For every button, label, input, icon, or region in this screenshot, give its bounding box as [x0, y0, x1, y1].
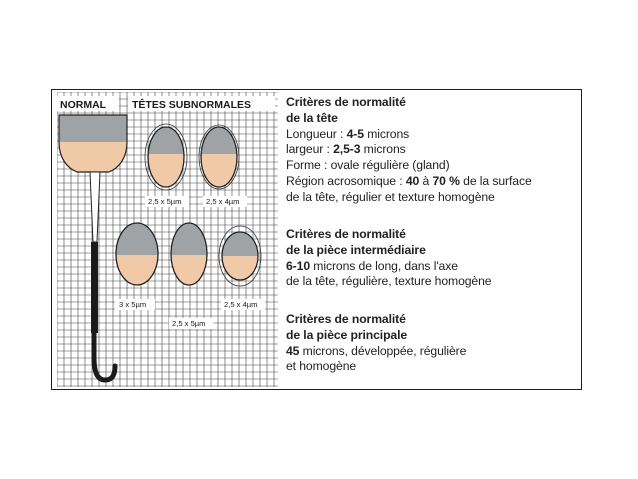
criteria-text: microns de long, dans l'axe	[310, 258, 458, 273]
criteria-line	[286, 259, 491, 275]
criteria-head-block	[286, 95, 532, 206]
criteria-midpiece-block	[286, 227, 491, 290]
criteria-text: de la tête, régulier et texture homogène	[286, 189, 495, 204]
criteria-title-line: de la tête	[286, 110, 338, 125]
criteria-text: à	[419, 173, 433, 188]
subnormal-head-4	[167, 220, 211, 289]
normal-tail	[94, 333, 115, 380]
criteria-line	[286, 174, 532, 190]
criteria-line	[286, 142, 532, 158]
criteria-text: de la surface	[459, 173, 532, 188]
size-label-1: 2,5 x 5µm	[148, 197, 182, 206]
normal-neck	[90, 172, 100, 242]
subnormal-head-1	[145, 122, 187, 190]
normal-acrosome	[57, 112, 131, 142]
criteria-text: et homogène	[286, 359, 357, 374]
criteria-value: 4-5	[346, 126, 364, 141]
criteria-text: largeur :	[286, 142, 334, 157]
criteria-value: 6-10	[286, 258, 310, 273]
criteria-line	[286, 190, 532, 206]
criteria-value: 2,5-3	[333, 142, 361, 157]
criteria-title-line: de la pièce principale	[286, 327, 408, 342]
subnormal-head-2	[197, 122, 241, 190]
criteria-text: microns	[360, 142, 406, 157]
criteria-line	[286, 127, 532, 143]
criteria-text: Longueur :	[286, 126, 347, 141]
criteria-principal-block	[286, 312, 466, 375]
sperm-morphology-figure	[51, 89, 582, 390]
morphology-grid-panel	[57, 92, 278, 387]
size-label-5: 2,5 x 5µm	[172, 319, 206, 328]
criteria-text: microns, développée, régulière	[299, 343, 467, 358]
criteria-line	[286, 274, 491, 290]
criteria-text: Région acrosomique :	[286, 173, 406, 188]
criteria-title-line: Critères de normalité	[286, 95, 406, 109]
criteria-line	[286, 359, 466, 375]
size-label-4: 2,5 x 4µm	[224, 300, 258, 309]
criteria-line	[286, 158, 532, 174]
criteria-text: Forme : ovale régulière (gland)	[286, 158, 450, 173]
subnormal-header: TÊTES SUBNORMALES	[132, 99, 252, 111]
size-label-3: 3 x 5µm	[119, 300, 147, 309]
normal-midpiece	[91, 242, 98, 333]
criteria-text: de la tête, régulière, texture homogène	[286, 274, 492, 289]
criteria-value: 40	[405, 173, 420, 188]
criteria-value: 70 %	[432, 173, 460, 188]
normal-header: NORMAL	[60, 99, 107, 111]
size-label-2: 2,5 x 4µm	[206, 197, 240, 206]
criteria-text: microns	[363, 126, 410, 141]
criteria-line	[286, 344, 466, 360]
criteria-title-line: Critères de normalité	[286, 227, 406, 241]
subnormal-head-5	[219, 226, 263, 286]
criteria-value: 45	[286, 343, 300, 358]
criteria-title-line: Critères de normalité	[286, 312, 406, 326]
criteria-title-line: de la pièce intermédiaire	[286, 242, 426, 257]
